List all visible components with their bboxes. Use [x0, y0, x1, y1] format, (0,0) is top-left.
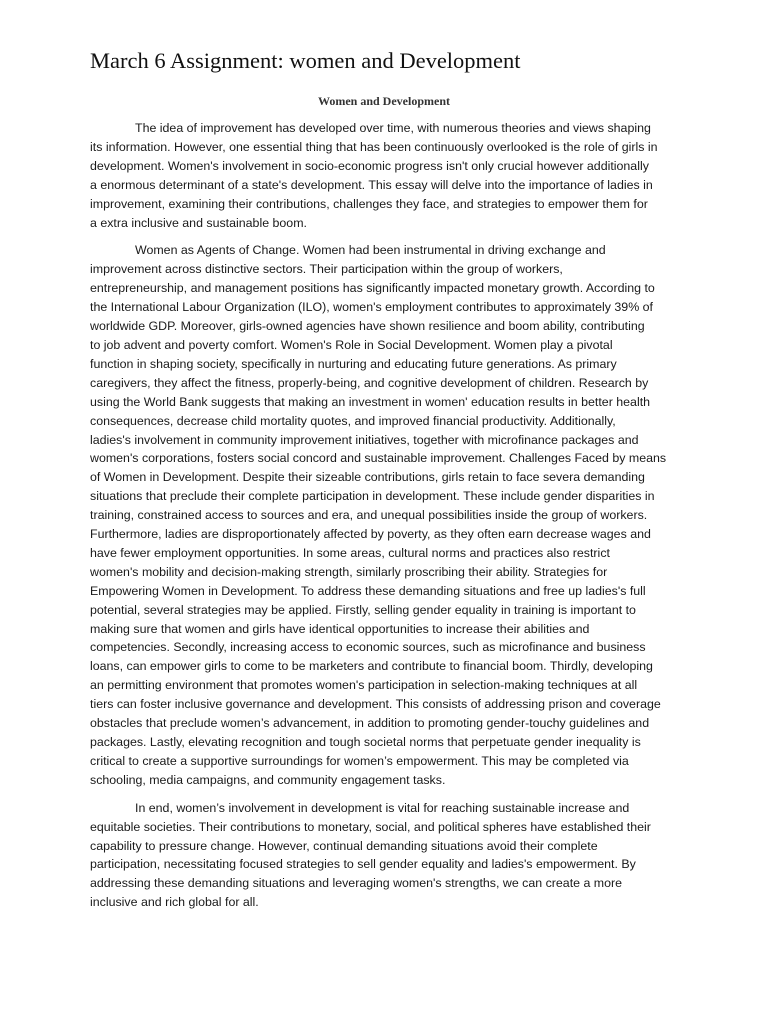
text-line: loans, can empower girls to come to be marketers and contribute to financial boom. Thirdly, developing — [90, 659, 653, 674]
text-line: have fewer employment opportunities. In some areas, cultural norms and practices also restrict — [90, 545, 610, 560]
text-line: using the World Bank suggests that making an investment in women' education results in better health — [90, 394, 651, 409]
text-line: ladies's involvement in community improvement initiatives, together with microfinance packages and — [90, 432, 639, 447]
text-line: Women as Agents of Change. Women had been instrumental in driving exchange and — [135, 243, 606, 258]
text-line: In end, women’s involvement in development is vital for reaching sustainable increase and — [135, 800, 630, 815]
text-line: the International Labour Organization (ILO), women's employment contributes to approximately 39% of — [90, 300, 653, 315]
text-line: capability to pressure change. However, continual demanding situations avoid their complete — [90, 838, 598, 853]
text-line: function in shaping society, specifically in nurturing and educating future generations. As primary — [90, 356, 617, 371]
text-line: participation, necessitating focused strategies to sell gender equality and ladies's empowerment. By — [90, 857, 636, 872]
text-line: development. Women's involvement in socio-economic progress isn't only crucial however additionally — [90, 158, 649, 173]
text-line: of Women in Development. Despite their sizeable contributions, girls retain to face severa demanding — [90, 470, 645, 485]
text-line: making sure that women and girls have identical opportunities to increase their abilities and — [90, 621, 590, 636]
text-line: entrepreneurship, and management positions has significantly impacted monetary growth. According to — [90, 281, 655, 296]
text-line: obstacles that preclude women’s advancement, in addition to promoting gender-touchy guidelines and — [90, 716, 650, 731]
text-line: improvement, examining their contributions, challenges they face, and strategies to empower them for — [90, 196, 648, 211]
text-line: women's mobility and decision-making strength, similarly proscribing their ability. Strategies for — [90, 564, 608, 579]
text-line: tiers can foster inclusive governance and development. This consists of addressing prison and coverage — [90, 697, 661, 712]
text-line: inclusive and rich global for all. — [90, 895, 259, 910]
text-line: women's corporations, fosters social concord and sustainable improvement. Challenges Faced by means — [90, 451, 667, 466]
text-line: worldwide GDP. Moreover, girls-owned agencies have shown resilience and boom ability, contributing — [90, 319, 645, 334]
text-line: schooling, media campaigns, and community engagement tasks. — [90, 772, 446, 787]
text-line: an permitting environment that promotes women's participation in selection-making techniques at all — [90, 678, 638, 693]
essay-body — [90, 119, 680, 912]
text-line: Furthermore, ladies are disproportionately affected by poverty, as they often earn decrease wages and — [90, 527, 651, 542]
paragraph — [90, 119, 680, 232]
paragraph — [90, 799, 680, 912]
text-line: training, constrained access to sources and era, and unequal possibilities inside the group of workers. — [90, 508, 648, 523]
text-line: situations that preclude their complete participation in development. These include gender disparities in — [90, 489, 655, 504]
text-line: caregivers, they affect the fitness, properly-being, and cognitive development of children. Research by — [90, 375, 649, 390]
text-line: to job advent and poverty comfort. Women's Role in Social Development. Women play a pivotal — [90, 337, 613, 352]
text-line: consequences, decrease child mortality quotes, and improved financial productivity. Additionally, — [90, 413, 616, 428]
text-line: The idea of improvement has developed over time, with numerous theories and views shaping — [135, 121, 651, 135]
text-line: packages. Lastly, elevating recognition and tough societal norms that perpetuate gender inequality is — [90, 735, 641, 749]
paragraph — [90, 241, 680, 789]
text-line: potential, several strategies may be applied. Firstly, selling gender equality in training is important to — [90, 602, 636, 617]
text-line: Empowering Women in Development. To address these demanding situations and free up ladies's full — [90, 583, 646, 598]
text-line: equitable societies. Their contributions to monetary, social, and political spheres have established their — [90, 819, 651, 834]
text-line: a enormous determinant of a state's development. This essay will delve into the importance of ladies in — [90, 177, 653, 192]
text-line: its information. However, one essential thing that has been continuously overlooked is the role of girls in — [90, 139, 658, 154]
text-line: critical to create a supportive surroundings for women’s empowerment. This may be completed via — [90, 753, 629, 768]
text-line: competencies. Secondly, increasing access to economic sources, such as microfinance and business — [90, 640, 646, 655]
page-title: March 6 Assignment: women and Development — [90, 48, 521, 73]
text-line: addressing these demanding situations and leveraging women's strengths, we can create a more — [90, 876, 623, 891]
text-line: a extra inclusive and sustainable boom. — [90, 215, 307, 230]
text-line: improvement across distinctive sectors. Their participation within the group of workers, — [90, 262, 563, 277]
essay-heading: Women and Development — [318, 94, 450, 108]
